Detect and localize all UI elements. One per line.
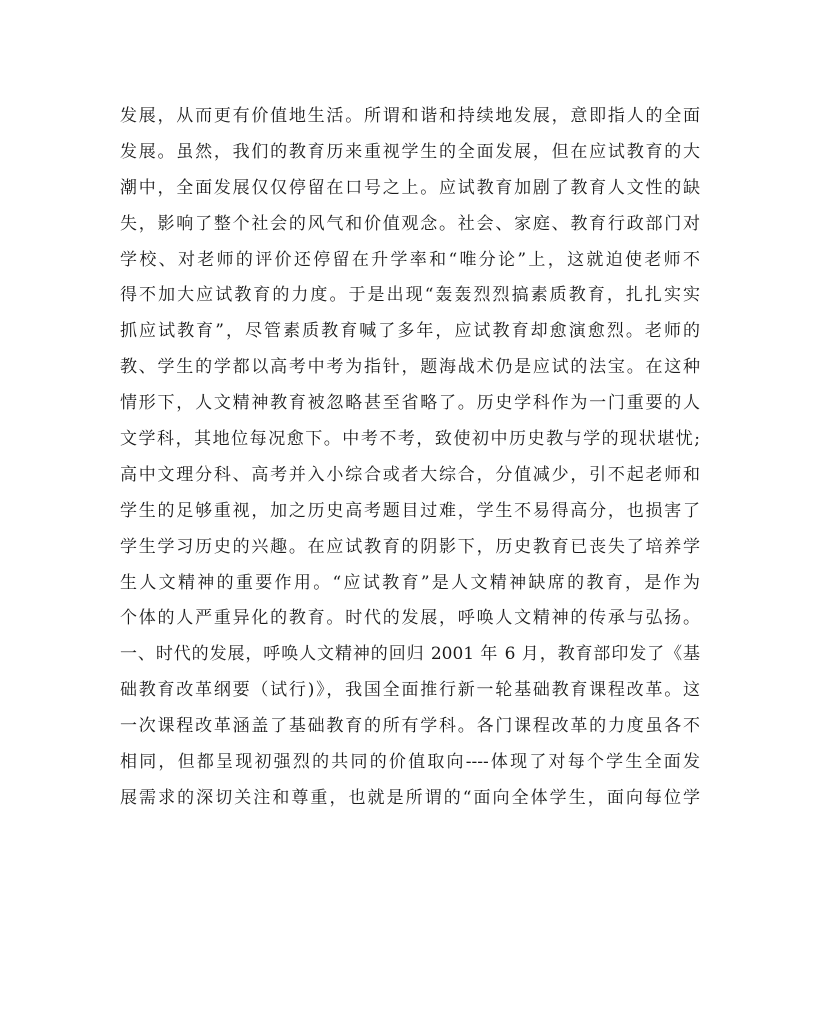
body-paragraph: [120, 99, 700, 817]
text-line-16: 一、时代的发展，呼唤人文精神的回归 2001 年 6 月，教育部印发了《基: [120, 644, 700, 665]
text-line-1: 发展，从而更有价值地生活。所谓和谐和持续地发展，意即指人的全面: [120, 106, 700, 126]
text-line-5: 学校、对老师的评价还停留在升学率和“唯分论”上，这就迫使老师不: [120, 249, 700, 270]
text-line-17: 础教育改革纲要（试行)》，我国全面推行新一轮基础教育课程改革。这: [120, 680, 700, 701]
text-line-4: 失，影响了整个社会的风气和价值观念。社会、家庭、教育行政部门对: [120, 213, 700, 234]
text-line-19: 相同，但都呈现初强烈的共同的价值取向----体现了对每个学生全面发: [120, 752, 700, 773]
text-line-2: 发展。虽然，我们的教育历来重视学生的全面发展，但在应试教育的大: [120, 141, 700, 162]
text-line-15: 个体的人严重异化的教育。时代的发展，呼唤人文精神的传承与弘扬。: [120, 608, 700, 629]
text-line-14: 生人文精神的重要作用。“应试教育”是人文精神缺席的教育，是作为: [120, 572, 700, 593]
text-line-18: 一次课程改革涵盖了基础教育的所有学科。各门课程改革的力度虽各不: [120, 716, 700, 737]
text-line-7: 抓应试教育”，尽管素质教育喊了多年，应试教育却愈演愈烈。老师的: [120, 321, 700, 342]
text-line-11: 高中文理分科、高考并入小综合或者大综合，分值减少，引不起老师和: [120, 464, 700, 485]
text-line-12: 学生的足够重视，加之历史高考题目过难，学生不易得高分，也损害了: [120, 500, 700, 521]
text-line-20: 展需求的深切关注和尊重，也就是所谓的“面向全体学生，面向每位学: [120, 787, 700, 808]
text-line-10: 文学科，其地位每况愈下。中考不考，致使初中历史教与学的现状堪忧;: [120, 429, 700, 450]
text-line-9: 情形下，人文精神教育被忽略甚至省略了。历史学科作为一门重要的人: [120, 393, 700, 414]
text-line-6: 得不加大应试教育的力度。于是出现“轰轰烈烈搞素质教育，扎扎实实: [120, 285, 700, 306]
text-line-3: 潮中，全面发展仅仅停留在口号之上。应试教育加剧了教育人文性的缺: [120, 177, 700, 198]
text-line-13: 学生学习历史的兴趣。在应试教育的阴影下，历史教育已丧失了培养学: [120, 536, 700, 557]
text-line-8: 教、学生的学都以高考中考为指针，题海战术仍是应试的法宝。在这种: [120, 357, 700, 378]
